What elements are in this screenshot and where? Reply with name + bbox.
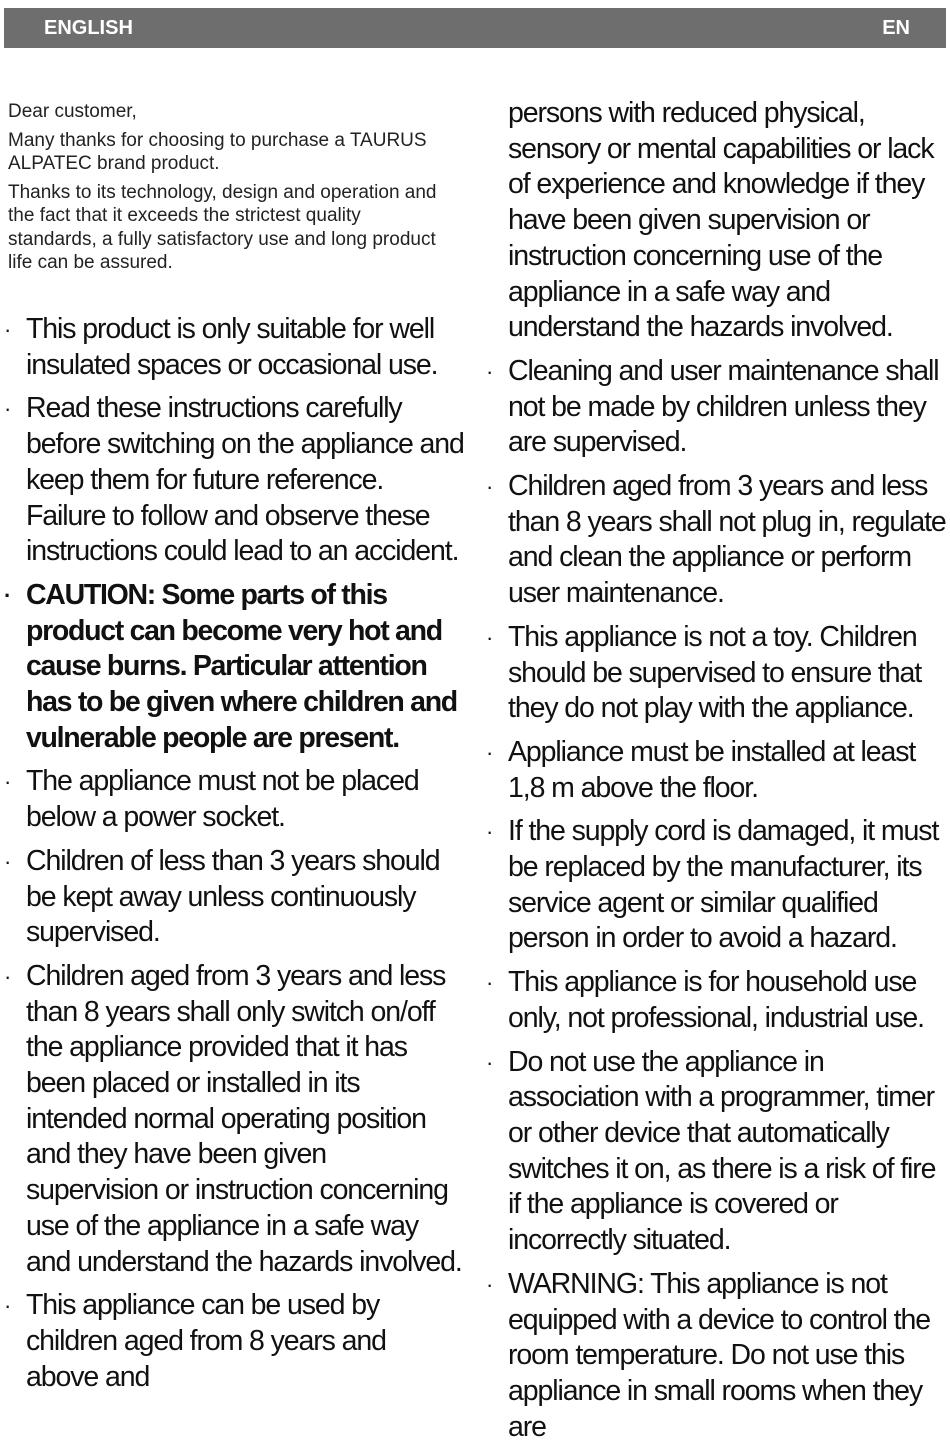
intro-text [8,100,448,280]
item-text: Children aged from 3 years and less than 8 years shall not plug in, regulate and clean the appliance or perform user maintenance. [508,470,946,610]
item-text: CAUTION: Some parts of this product can become very hot and cause burns. Particular attention has to be given where children and vulnerable people are present. [26,578,457,754]
greeting: Dear customer, [8,101,137,122]
bullet: · [4,769,12,795]
list-item [486,814,948,957]
list-item [4,1288,464,1395]
list-item [4,844,464,951]
bullet: · [4,396,12,422]
caution-item [4,578,464,757]
item-text: Children aged from 3 years and less than 8 years shall only switch on/off the appliance provided that it has been placed or installed in its intended normal operating position and they have been given supervision or instruction concerning use of the appliance in a safe way and understand the hazards involved. [26,959,462,1278]
language-header-bar [4,8,946,48]
intro-paragraph-2: Thanks to its technology, design and operation and the fact that it exceeds the strictest quality standards, a fully satisfactory use and long product life can be assured. [8,181,437,273]
bullet: · [4,963,12,989]
bullet: · [4,582,12,608]
list-item [486,965,948,1036]
bullet: · [486,819,494,845]
bullet: · [486,970,494,996]
bullet: · [486,624,494,650]
bullet: · [486,739,494,765]
list-item [4,959,464,1280]
list-item [486,735,948,806]
item-text: WARNING: This appliance is not equipped with a device to control the room temperature. Do not use this appliance in small rooms when they are [508,1267,930,1443]
list-item [486,469,948,612]
item-text: Do not use the appliance in association with a programmer, timer or other device that automatically switches it on, as there is a risk of fire if the appliance is covered or incorrectly situated. [508,1045,936,1257]
bullet: · [4,1293,12,1319]
item-text: This appliance is not a toy. Children should be supervised to ensure that they do not play with the appliance. [508,620,922,725]
continued-item [486,96,948,346]
left-column [4,312,464,1403]
item-text: Children of less than 3 years should be kept away unless continuously supervised. [26,844,440,949]
list-item [486,1045,948,1259]
intro-paragraph-1: Many thanks for choosing to purchase a TAURUS ALPATEC brand product. [8,129,427,174]
right-column [486,96,948,1453]
language-code: EN [882,17,910,39]
item-text: This appliance is for household use only, not professional, industrial use. [508,966,924,1034]
bullet: · [486,1049,494,1075]
language-label: ENGLISH [44,17,133,39]
list-item [486,620,948,727]
bullet: · [4,317,12,342]
item-text: Cleaning and user maintenance shall not be made by children unless they are supervised. [508,354,939,459]
list-item [4,764,464,835]
item-text: persons with reduced physical, sensory or mental capabilities or lack of experience and knowledge if they have been given supervision or instruction concerning use of the appliance in a safe way and understand the hazards involved. [508,97,934,344]
bullet: · [486,358,494,384]
bullet: · [486,474,494,500]
item-text: This appliance can be used by children aged from 8 years and above and [26,1289,386,1393]
list-item [4,391,464,570]
item-text: If the supply cord is damaged, it must be replaced by the manufacturer, its service agent or similar qualified person in order to avoid a hazard. [508,815,939,955]
item-text: Appliance must be installed at least 1,8 m above the floor. [508,735,916,804]
list-item [486,1267,948,1446]
item-text: The appliance must not be placed below a power socket. [26,765,419,834]
item-text: Read these instructions carefully before switching on the appliance and keep them for future reference. Failure to follow and observe these instructions could lead to an accident. [26,392,464,568]
bullet: · [4,848,12,874]
list-item [486,354,948,461]
list-item [4,312,464,383]
bullet: · [486,1271,494,1297]
item-text: This product is only suitable for well insulated spaces or occasional use. [26,313,438,381]
